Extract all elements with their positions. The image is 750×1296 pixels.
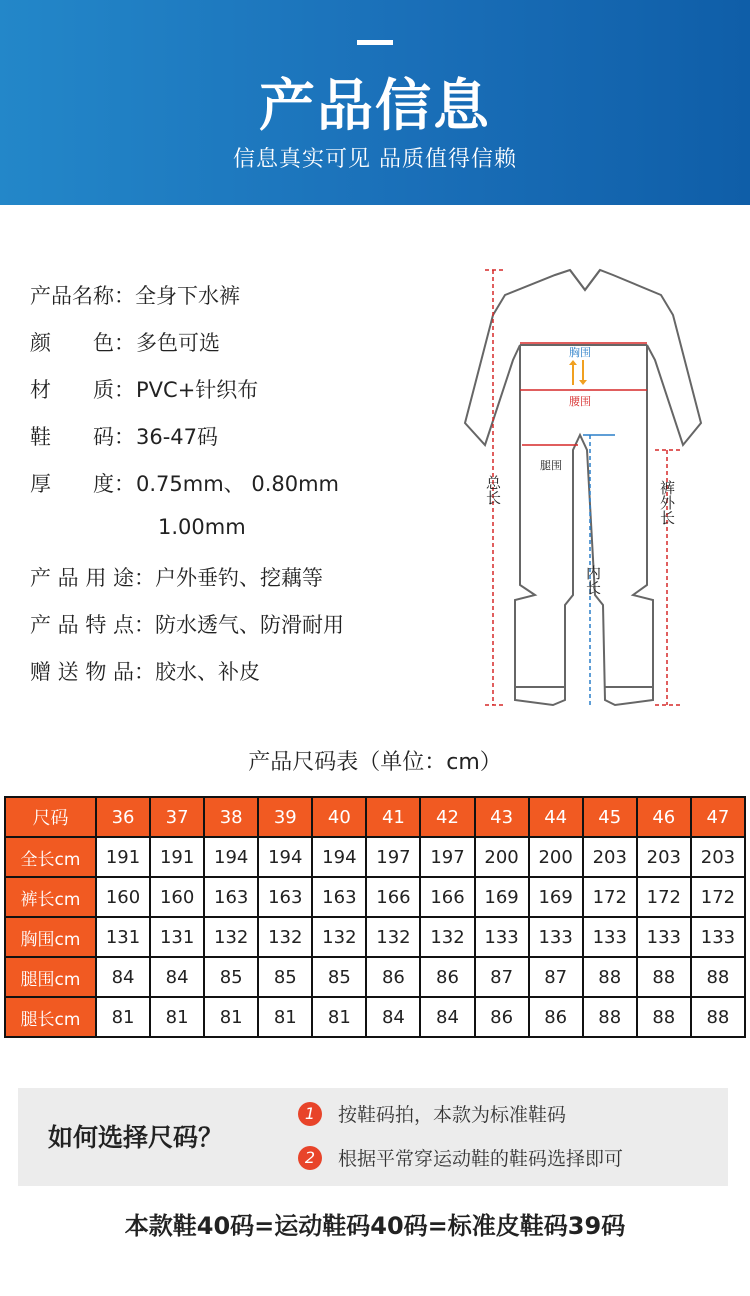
shoe-size-equivalence: 本款鞋40码=运动鞋码40码=标准皮鞋码39码 — [124, 1212, 626, 1240]
info-value: 胶水、补皮 — [155, 660, 261, 684]
table-cell: 133 — [583, 917, 637, 957]
table-header-cell: 尺码 — [5, 797, 96, 837]
tip-text: 按鞋码拍，本款为标准鞋码 — [338, 1104, 567, 1126]
table-cell: 166 — [420, 877, 474, 917]
table-header-cell: 45 — [583, 797, 637, 837]
table-header-cell: 41 — [366, 797, 420, 837]
table-cell: 132 — [420, 917, 474, 957]
table-cell: 81 — [312, 997, 366, 1037]
row-header: 胸围cm — [5, 917, 96, 957]
table-cell: 200 — [529, 837, 583, 877]
size-guide-box — [18, 1088, 728, 1186]
table-cell: 132 — [366, 917, 420, 957]
table-cell: 86 — [420, 957, 474, 997]
table-cell: 85 — [204, 957, 258, 997]
table-cell: 132 — [312, 917, 366, 957]
table-cell: 81 — [204, 997, 258, 1037]
size-tip — [298, 1144, 623, 1176]
table-cell: 131 — [150, 917, 204, 957]
table-header-cell: 47 — [691, 797, 745, 837]
info-label: 颜 色： — [30, 331, 135, 355]
table-cell: 84 — [420, 997, 474, 1037]
info-label: 产 品 特 点： — [30, 613, 156, 637]
number-badge-icon: 1 — [298, 1102, 322, 1126]
banner-accent-bar — [357, 40, 393, 45]
info-label: 赠 送 物 品： — [30, 660, 156, 684]
info-value: 全身下水裤 — [135, 284, 240, 308]
table-header-row — [5, 797, 745, 837]
table-cell: 133 — [475, 917, 529, 957]
info-row-features — [30, 609, 344, 643]
table-cell: 88 — [583, 957, 637, 997]
info-label: 鞋 码： — [30, 425, 135, 449]
info-value: PVC+针织布 — [136, 378, 259, 402]
info-value: 0.75mm、 0.80mm — [136, 472, 340, 496]
info-row-material — [30, 374, 258, 408]
table-cell: 87 — [475, 957, 529, 997]
table-cell: 163 — [204, 877, 258, 917]
table-cell: 81 — [150, 997, 204, 1037]
table-header-cell: 38 — [204, 797, 258, 837]
table-cell: 87 — [529, 957, 583, 997]
outseam-label: 裤外长 — [658, 480, 676, 525]
info-row-name — [30, 280, 240, 314]
table-cell: 88 — [637, 957, 691, 997]
table-cell: 88 — [583, 997, 637, 1037]
table-cell: 160 — [150, 877, 204, 917]
table-cell: 197 — [420, 837, 474, 877]
number-badge-icon: 2 — [298, 1146, 322, 1170]
table-cell: 133 — [637, 917, 691, 957]
info-value: 户外垂钓、挖藕等 — [155, 566, 324, 590]
info-row-usage — [30, 562, 323, 596]
table-cell: 194 — [258, 837, 312, 877]
table-cell: 133 — [529, 917, 583, 957]
table-cell: 191 — [150, 837, 204, 877]
size-table — [4, 796, 746, 1038]
banner-title: 产品信息 — [259, 74, 491, 139]
total-length-label: 总长 — [484, 475, 502, 505]
info-value: 多色可选 — [136, 331, 220, 355]
table-cell: 81 — [96, 997, 150, 1037]
table-cell: 163 — [312, 877, 366, 917]
row-header: 腿围cm — [5, 957, 96, 997]
table-cell: 169 — [475, 877, 529, 917]
table-row — [5, 957, 745, 997]
size-tip — [298, 1100, 566, 1132]
table-cell: 132 — [258, 917, 312, 957]
thigh-label: 腿围 — [540, 459, 562, 472]
table-cell: 88 — [637, 997, 691, 1037]
table-cell: 203 — [691, 837, 745, 877]
table-header-cell: 43 — [475, 797, 529, 837]
table-cell: 166 — [366, 877, 420, 917]
info-row-shoe-size — [30, 421, 218, 455]
info-row-gifts — [30, 656, 260, 690]
table-cell: 203 — [583, 837, 637, 877]
banner-subtitle: 信息真实可见 品质值得信赖 — [233, 147, 517, 172]
header-banner — [0, 0, 750, 205]
table-header-cell: 39 — [258, 797, 312, 837]
table-cell: 81 — [258, 997, 312, 1037]
table-header-cell: 37 — [150, 797, 204, 837]
table-row — [5, 837, 745, 877]
table-cell: 163 — [258, 877, 312, 917]
table-header-cell: 42 — [420, 797, 474, 837]
table-cell: 85 — [312, 957, 366, 997]
table-row — [5, 877, 745, 917]
table-cell: 84 — [150, 957, 204, 997]
table-cell: 84 — [96, 957, 150, 997]
inseam-label: 内长 — [584, 565, 602, 595]
arrow-icon — [569, 360, 587, 385]
info-label: 厚 度： — [30, 472, 135, 496]
table-cell: 172 — [637, 877, 691, 917]
info-label: 材 质： — [30, 378, 135, 402]
table-row — [5, 917, 745, 957]
info-value: 36-47码 — [136, 425, 219, 449]
table-cell: 191 — [96, 837, 150, 877]
table-header-cell: 44 — [529, 797, 583, 837]
table-header-cell: 46 — [637, 797, 691, 837]
row-header: 腿长cm — [5, 997, 96, 1037]
table-cell: 194 — [204, 837, 258, 877]
size-guide-title: 如何选择尺码？ — [48, 1123, 224, 1152]
table-cell: 84 — [366, 997, 420, 1037]
info-row-thickness-cont — [158, 515, 246, 549]
table-cell: 86 — [366, 957, 420, 997]
table-cell: 194 — [312, 837, 366, 877]
table-header-cell: 36 — [96, 797, 150, 837]
row-header: 全长cm — [5, 837, 96, 877]
info-label: 产品名称： — [30, 284, 135, 308]
table-cell: 200 — [475, 837, 529, 877]
info-value: 防水透气、防滑耐用 — [155, 613, 345, 637]
table-cell: 172 — [583, 877, 637, 917]
table-cell: 131 — [96, 917, 150, 957]
table-cell: 133 — [691, 917, 745, 957]
table-cell: 197 — [366, 837, 420, 877]
table-cell: 169 — [529, 877, 583, 917]
row-header: 裤长cm — [5, 877, 96, 917]
table-cell: 172 — [691, 877, 745, 917]
chest-label: 胸围 — [569, 346, 591, 359]
info-value: 1.00mm — [158, 515, 246, 539]
table-cell: 203 — [637, 837, 691, 877]
waist-label: 腰围 — [569, 395, 591, 408]
table-cell: 86 — [475, 997, 529, 1037]
tip-text: 根据平常穿运动鞋的鞋码选择即可 — [338, 1148, 624, 1170]
info-label: 产 品 用 途： — [30, 566, 156, 590]
table-cell: 85 — [258, 957, 312, 997]
size-table-title: 产品尺码表（单位：cm） — [248, 750, 502, 775]
table-cell: 160 — [96, 877, 150, 917]
table-row — [5, 997, 745, 1037]
table-cell: 132 — [204, 917, 258, 957]
table-cell: 88 — [691, 997, 745, 1037]
wader-diagram — [455, 255, 740, 715]
info-row-thickness — [30, 468, 339, 502]
table-cell: 88 — [691, 957, 745, 997]
table-header-cell: 40 — [312, 797, 366, 837]
table-cell: 86 — [529, 997, 583, 1037]
info-row-color — [30, 327, 220, 361]
